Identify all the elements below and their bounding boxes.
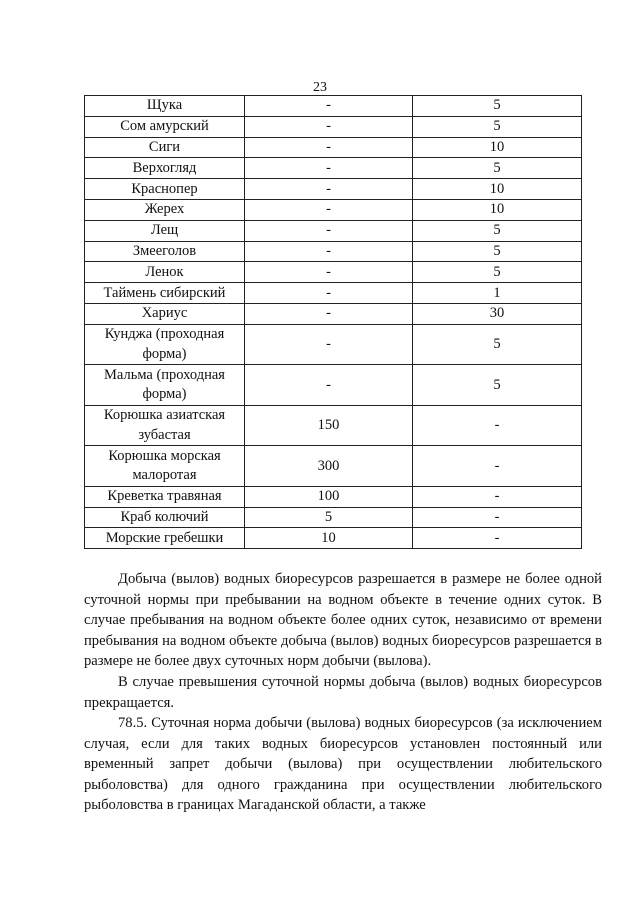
limit-value: - — [245, 365, 413, 406]
paragraph-text: Добыча (вылов) водных биоресурсов разрешается в размере не более одной суточной нормы при пребывании на водном объекте в течение одних суток. В случае пребывания на водном объекте более одних суток, независимо от времени пребывания на водном объекте добыча (вылов) водных биоресурсов разрешается в размере не более двух суточных норм добычи (вылова). — [84, 571, 602, 670]
species-name: Кунджа (проходная форма) — [85, 324, 245, 365]
limit-value: - — [413, 405, 582, 446]
limit-value: - — [413, 446, 582, 487]
table-row — [85, 137, 582, 158]
limit-value: - — [245, 116, 413, 137]
table-row — [85, 262, 582, 283]
limit-value: - — [245, 283, 413, 304]
species-name: Сиги — [85, 137, 245, 158]
limit-value: 100 — [245, 486, 413, 507]
catch-limits-table — [84, 95, 582, 549]
paragraph-exceeding-limit — [84, 672, 602, 713]
limit-value: 30 — [413, 303, 582, 324]
limit-value: 10 — [245, 528, 413, 549]
limit-value: - — [245, 179, 413, 200]
paragraph-text: 78.5. Суточная норма добычи (вылова) водных биоресурсов (за исключением случая, если для таких водных биоресурсов установлен постоянный или временный запрет добычи (вылова) при осуществлении любительского рыболовства) для одного гражданина при осуществлении любительского рыболовства в границах Магаданской области, а также — [84, 715, 602, 814]
species-name: Ленок — [85, 262, 245, 283]
paragraph-daily-limit — [84, 569, 602, 672]
table-row — [85, 283, 582, 304]
table-row — [85, 199, 582, 220]
species-name: Креветка травяная — [85, 486, 245, 507]
species-name: Морские гребешки — [85, 528, 245, 549]
species-name: Таймень сибирский — [85, 283, 245, 304]
limit-value: - — [245, 262, 413, 283]
limit-value: - — [245, 96, 413, 117]
species-name: Змееголов — [85, 241, 245, 262]
limit-value: - — [413, 486, 582, 507]
limit-value: 5 — [413, 262, 582, 283]
species-name: Верхогляд — [85, 158, 245, 179]
species-name: Корюшка азиатская зубастая — [85, 405, 245, 446]
limit-value: 150 — [245, 405, 413, 446]
limit-value: 5 — [413, 96, 582, 117]
table-row — [85, 486, 582, 507]
limit-value: - — [245, 220, 413, 241]
table-row — [85, 96, 582, 117]
species-name: Хариус — [85, 303, 245, 324]
limit-value: 1 — [413, 283, 582, 304]
table-row — [85, 303, 582, 324]
limit-value: - — [245, 241, 413, 262]
limit-value: - — [245, 199, 413, 220]
species-name: Жерех — [85, 199, 245, 220]
table-row — [85, 446, 582, 487]
species-name: Корюшка морская малоротая — [85, 446, 245, 487]
paragraph-78-5 — [84, 713, 602, 816]
limit-value: 5 — [413, 365, 582, 406]
species-name: Мальма (проходная форма) — [85, 365, 245, 406]
limit-value: 5 — [413, 324, 582, 365]
limit-value: 10 — [413, 199, 582, 220]
limit-value: 5 — [413, 220, 582, 241]
table-row — [85, 179, 582, 200]
table-row — [85, 116, 582, 137]
limit-value: - — [413, 507, 582, 528]
limit-value: - — [245, 158, 413, 179]
limit-value: 300 — [245, 446, 413, 487]
table-row — [85, 507, 582, 528]
species-name: Краб колючий — [85, 507, 245, 528]
table-row — [85, 241, 582, 262]
limit-value: 5 — [245, 507, 413, 528]
table-row — [85, 365, 582, 406]
limit-value: 10 — [413, 137, 582, 158]
table-row — [85, 405, 582, 446]
species-name: Краснопер — [85, 179, 245, 200]
limit-value: - — [245, 137, 413, 158]
limit-value: - — [245, 324, 413, 365]
limit-value: - — [413, 528, 582, 549]
table-row — [85, 324, 582, 365]
limit-value: 5 — [413, 116, 582, 137]
species-name: Щука — [85, 96, 245, 117]
page-number: 23 — [313, 80, 327, 95]
table-row — [85, 158, 582, 179]
limit-value: 10 — [413, 179, 582, 200]
limit-value: 5 — [413, 241, 582, 262]
table-row — [85, 220, 582, 241]
table-row — [85, 528, 582, 549]
limit-value: - — [245, 303, 413, 324]
species-name: Сом амурский — [85, 116, 245, 137]
limit-value: 5 — [413, 158, 582, 179]
species-name: Лещ — [85, 220, 245, 241]
paragraph-text: В случае превышения суточной нормы добыча (вылов) водных биоресурсов прекращается. — [84, 674, 602, 711]
